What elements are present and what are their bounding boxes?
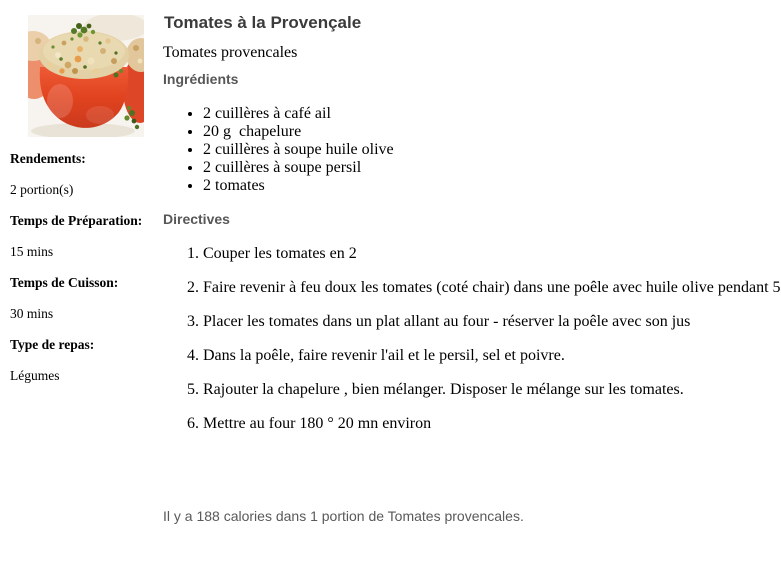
direction-step: 6. Mettre au four 180 ° 20 mn environ <box>203 415 781 433</box>
directions-heading: Directives <box>163 211 230 227</box>
direction-step: 1. Couper les tomates en 2 <box>203 245 781 263</box>
meta-value-prep-time: 15 mins <box>10 244 54 259</box>
meta-value-rendements: 2 portion(s) <box>10 182 74 197</box>
ingredient-item: • 20 g chapelure <box>203 123 781 141</box>
meta-value-meal-type: Légumes <box>10 368 60 383</box>
direction-step: 4. Dans la poêle, faire revenir l'ail et le persil, sel et poivre. <box>203 347 781 365</box>
calories-note: Il y a 188 calories dans 1 portion de Tomates provencales. <box>163 508 524 524</box>
meta-label-rendements: Rendements: <box>10 151 86 166</box>
ingredient-item: • 2 cuillères à café ail <box>203 105 781 123</box>
ingredient-item: • 2 cuillères à soupe huile olive <box>203 141 781 159</box>
meta-value-cook-time: 30 mins <box>10 306 54 321</box>
ingredient-item: • 2 tomates <box>203 177 781 195</box>
directions-list <box>163 245 781 433</box>
recipe-meta-sidebar <box>10 152 160 400</box>
recipe-photo <box>28 15 144 137</box>
recipe-main-content <box>163 0 781 524</box>
stuffed-tomato-photo-illustration <box>28 15 144 137</box>
ingredient-item: • 2 cuillères à soupe persil <box>203 159 781 177</box>
recipe-subtitle: Tomates provencales <box>163 44 298 61</box>
direction-step: 3. Placer les tomates dans un plat allant au four - réserver la poêle avec son jus <box>203 313 781 331</box>
ingredients-heading: Ingrédients <box>163 71 239 87</box>
meta-label-meal-type: Type de repas: <box>10 337 95 352</box>
main-tomato <box>39 31 129 128</box>
meta-label-cook-time: Temps de Cuisson: <box>10 275 119 290</box>
ingredients-list <box>163 105 781 195</box>
direction-step: 5. Rajouter la chapelure , bien mélanger. Disposer le mélange sur les tomates. <box>203 381 781 399</box>
meta-label-prep-time: Temps de Préparation: <box>10 213 143 228</box>
recipe-title: Tomates à la Provençale <box>164 13 362 32</box>
direction-step: 2. Faire revenir à feu doux les tomates (coté chair) dans une poêle avec huile olive pendant 5 <box>203 279 781 297</box>
